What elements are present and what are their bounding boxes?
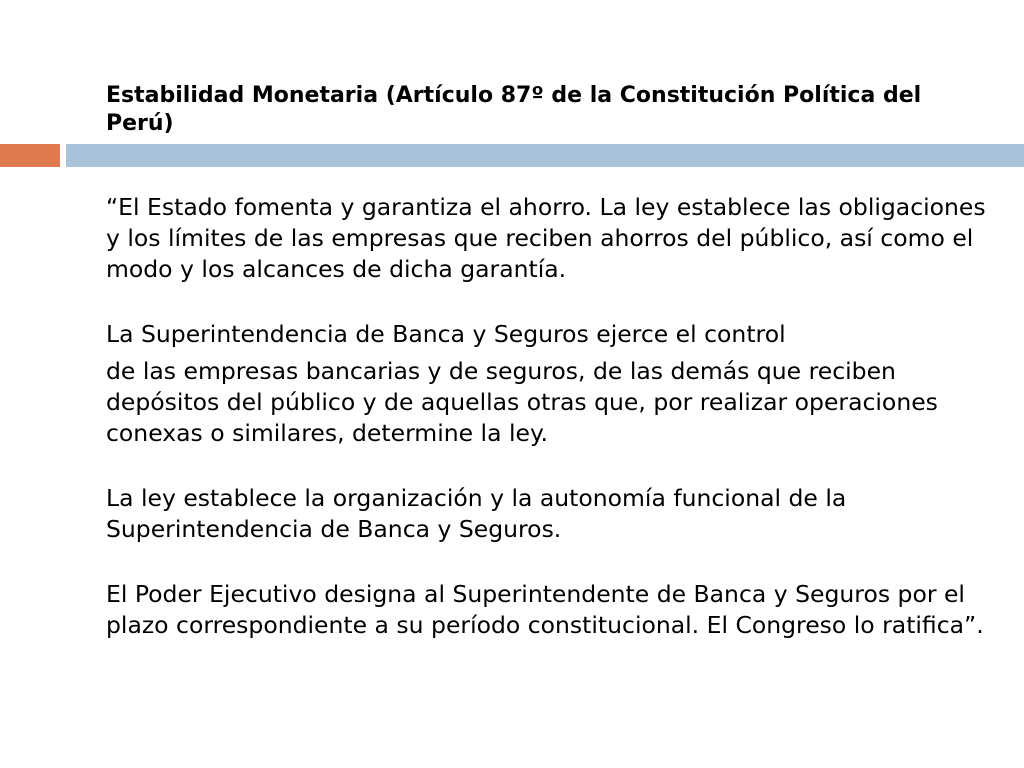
paragraph-organizacion: La ley establece la organización y la autonomía funcional de la Superintendencia de Banca y Seguros. [106,484,847,543]
accent-bar-orange [0,144,60,167]
slide-body [106,192,986,641]
paragraph-poder-ejecutivo: El Poder Ejecutivo designa al Superintendente de Banca y Seguros por el plazo correspondiente a su período constitucional. El Congreso lo ratifica”. [106,580,984,639]
paragraph-superintendencia-control: La Superintendencia de Banca y Seguros ejerce el control [106,320,786,348]
paragraph-ahorro: “El Estado fomenta y garantiza el ahorro. La ley establece las obligaciones y los límites de las empresas que reciben ahorros del público, así como el modo y los alcances de dicha garantía. [106,193,986,283]
slide-title: Estabilidad Monetaria (Artículo 87º de la Constitución Política del Perú) [106,83,922,136]
paragraph-empresas: de las empresas bancarias y de seguros, de las demás que reciben depósitos del público y de aquellas otras que, por realizar operaciones conexas o similares, determine la ley. [106,357,938,447]
accent-bar-blue [66,144,1024,167]
